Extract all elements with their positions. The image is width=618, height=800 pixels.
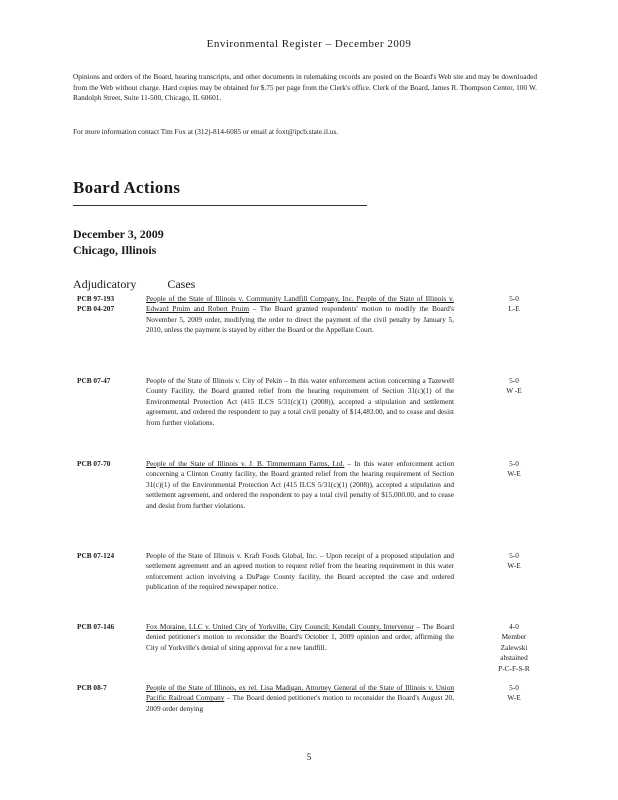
page-header: Environmental Register – December 2009 (206, 38, 412, 50)
vote-line: 5-0 (509, 294, 519, 303)
subsection-label-adjudicatory: Adjudicatory (73, 277, 137, 291)
case-number: PCB 07-146 (77, 622, 115, 631)
case-text: People of the State of Illinois v. City of Pekin – In this water enforcement action concerning a Tazewell County Facility, the Board granted relief from the hearing requirement of Section 31(c)(1) of the Environmental Protection Act (415 ILCS 5/31(c)(1) (2008)), accepted a stipulation and settlement agreement, and ordered the respondent to pay a total civil penalty of $14,483.00, and to cease and desist from further violations. (146, 376, 454, 427)
case-numbers (77, 622, 137, 632)
case-text: – The Board granted respondents' motion to modify the Board's November 5, 2009 order, modifying the order to direct the payment of the civil penalty by January 5, 2010, unless the payment is stayed by either the Board or the Appellate Court. (146, 304, 454, 335)
meeting-location: Chicago, Illinois (73, 243, 157, 257)
vote-line: W -E (506, 386, 522, 396)
vote-line: 5-0 (509, 376, 519, 385)
case-caption: People of the State of Illinois, ex rel. Lisa Madigan, Attorney General of the State of Illinois v. Union Pacific Railroad Company (146, 683, 454, 703)
case-summary (146, 459, 454, 511)
case-vote (484, 683, 544, 704)
case-number: PCB 04-207 (77, 304, 115, 314)
case-vote (484, 551, 544, 572)
case-numbers (77, 683, 137, 693)
vote-line: W-E (507, 469, 521, 479)
case-summary (146, 376, 454, 428)
case-number: PCB 07-124 (77, 551, 115, 560)
intro-paragraph: Opinions and orders of the Board, hearing transcripts, and other documents in rulemaking records are posted on the Board's Web site and may be downloaded from the Web without charge. Hard copies may be obtained for $.75 per page from the Clerk's office. Clerk of the Board, James R. Thompson Center, 100 W. Randolph Street, Suite 11-500, Chicago, IL 60601. (73, 72, 537, 103)
vote-line: Member (501, 632, 527, 642)
case-summary (146, 683, 454, 714)
case-summary (146, 551, 454, 593)
subsection-label-cases: Cases (167, 277, 196, 291)
meeting-date: December 3, 2009 (73, 227, 164, 241)
case-summary (146, 622, 454, 653)
case-vote (484, 376, 544, 397)
case-vote (484, 459, 544, 480)
case-numbers (77, 376, 137, 386)
case-text: – In this water enforcement action concerning a Clinton County facility, the Board granted relief from the hearing requirement of Section 31(c)(1) of the Environmental Protection Act (415 ILCS 5/31(c)(1) (2008)), accepted a stipulation and settlement agreement, and ordered the respondent to pay a total civil penalty of $15,000.00, and to cease and desist from further violations. (146, 459, 454, 510)
case-numbers (77, 294, 137, 315)
subsection-heading (73, 277, 223, 292)
case-text: – The Board denied petitioner's motion to reconsider the Board's August 20, 2009 order denying (146, 693, 454, 713)
case-caption: People of the State of Illinois v. Community Landfill Company, Inc. People of the State of Illinois v. Edward Pruim and Robert Pruim (146, 294, 454, 314)
case-number: PCB 07-47 (77, 376, 111, 385)
vote-line: P-C-F-S-R (498, 663, 530, 673)
vote-line: W-E (507, 693, 521, 703)
case-numbers (77, 459, 137, 469)
vote-line: 5-0 (509, 459, 519, 468)
vote-line: 4-0 (509, 622, 519, 631)
case-text: – The Board denied petitioner's motion to reconsider the Board's October 1, 2009 opinion and order, affirming the City of Yorkville's denial of siting approval for a new landfill. (146, 622, 454, 652)
case-caption: People of the State of Illinois v. J. B. Timmermann Farms, Ltd. (146, 459, 345, 468)
case-summary (146, 294, 454, 336)
vote-line: 5-0 (509, 683, 519, 692)
case-text: People of the State of Illinois v. Kraft Foods Global, Inc. – Upon receipt of a proposed stipulation and settlement agreement and an agreed motion to request relief from the hearing requirement in this water enforcement action involving a DuPage County facility, the Board accepted the case and ordered publication of the required newspaper notice. (146, 551, 454, 592)
case-number: PCB 07-70 (77, 459, 111, 468)
case-number: PCB 97-193 (77, 294, 115, 303)
contact-paragraph: For more information contact Tim Fox at (312)-814-6085 or email at foxt@ipcb.state.il.us. (73, 127, 339, 136)
case-vote (484, 294, 544, 315)
case-vote (484, 622, 544, 674)
page-number: 5 (306, 752, 312, 762)
vote-line: 5-0 (509, 551, 519, 560)
vote-line: Zalewski (500, 642, 528, 652)
case-caption: Fox Moraine, LLC v. United City of Yorkville, City Council; Kendall County, Intervenor (146, 622, 414, 631)
case-number: PCB 08-7 (77, 683, 107, 692)
case-numbers (77, 551, 137, 561)
vote-line: W-E (507, 561, 521, 571)
title-rule (73, 205, 367, 206)
section-title: Board Actions (73, 178, 181, 197)
vote-line: abstained (500, 653, 528, 663)
vote-line: L-E (508, 304, 520, 314)
